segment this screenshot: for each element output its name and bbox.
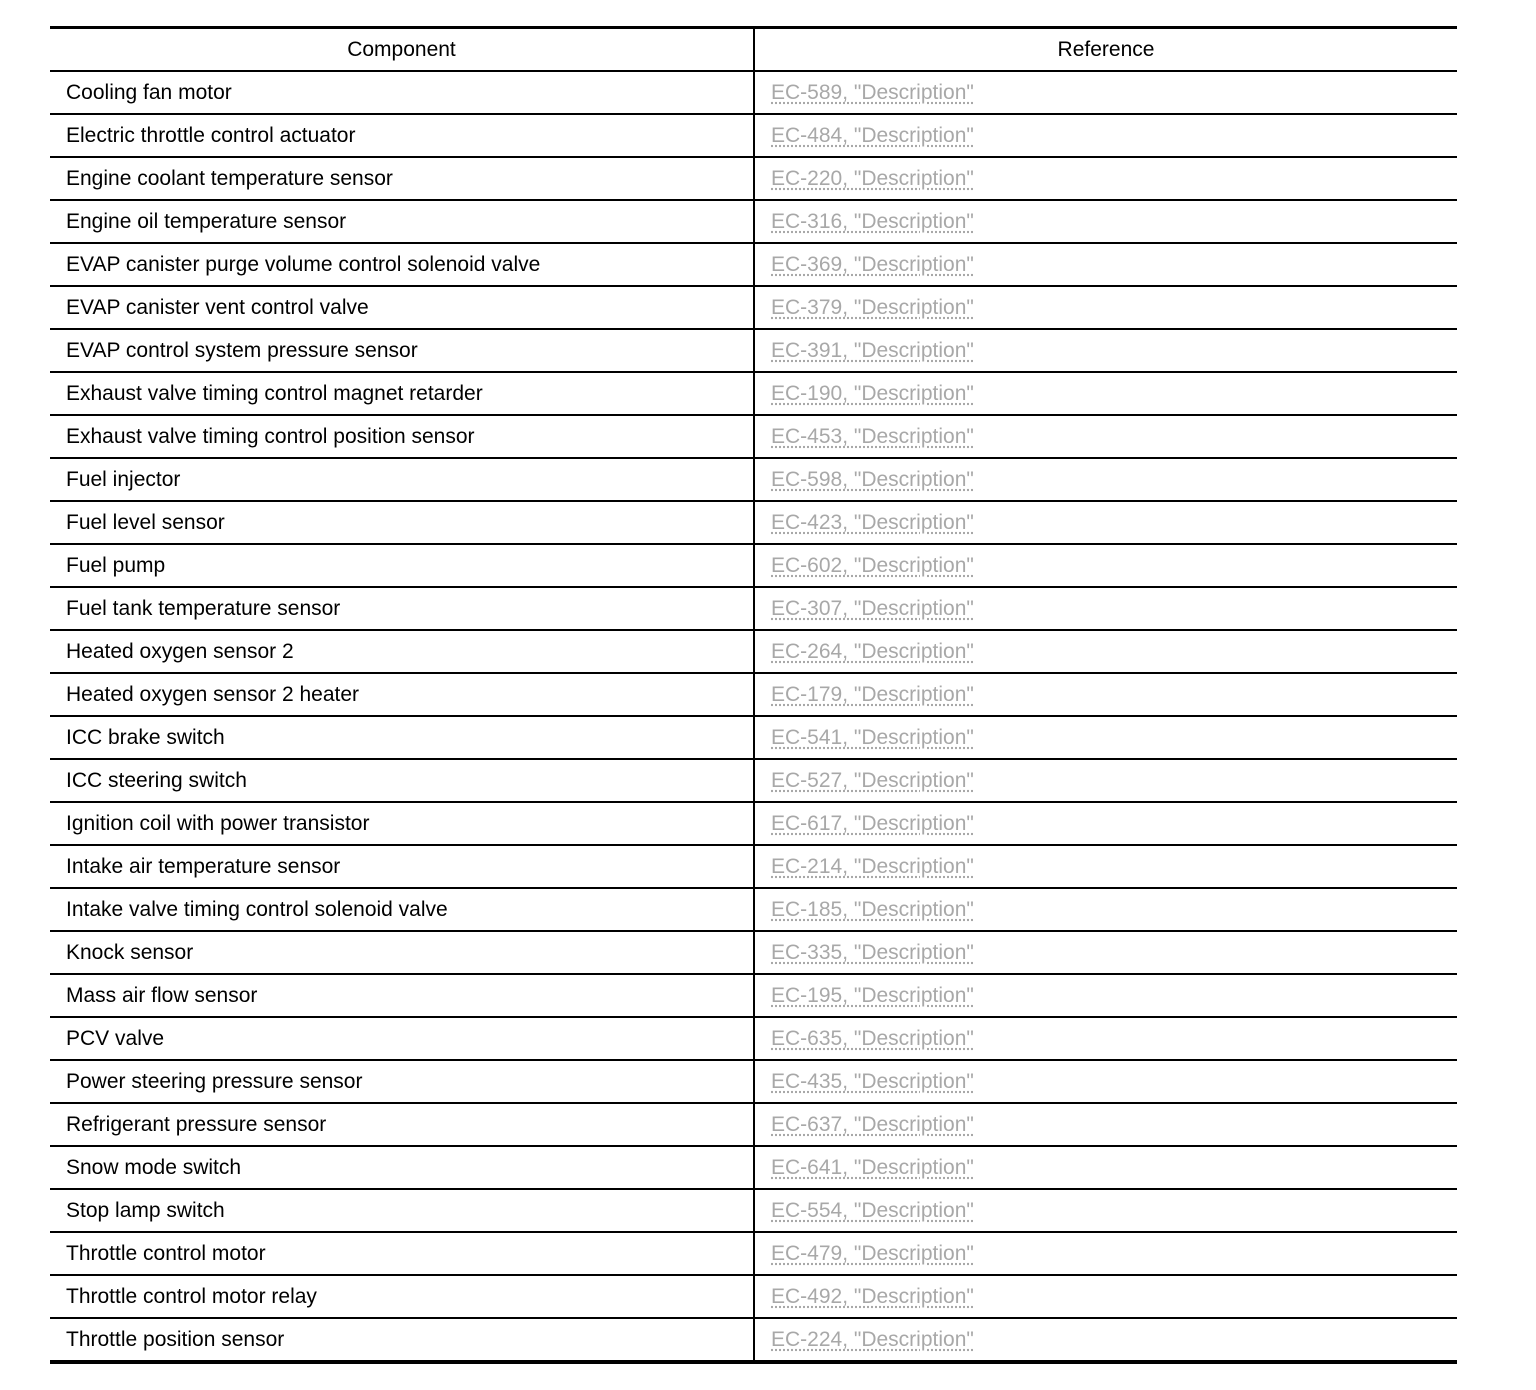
- table-row: [50, 200, 1457, 243]
- reference-link[interactable]: EC-307, "Description": [771, 597, 974, 620]
- component-cell: Refrigerant pressure sensor: [50, 1103, 754, 1146]
- reference-link[interactable]: EC-484, "Description": [771, 124, 974, 147]
- component-cell: EVAP control system pressure sensor: [50, 329, 754, 372]
- component-cell: Electric throttle control actuator: [50, 114, 754, 157]
- table-row: [50, 1189, 1457, 1232]
- reference-cell: [754, 1146, 1457, 1189]
- reference-link[interactable]: EC-637, "Description": [771, 1113, 974, 1136]
- table-row: [50, 1318, 1457, 1362]
- reference-cell: [754, 243, 1457, 286]
- reference-cell: [754, 759, 1457, 802]
- reference-cell: [754, 1103, 1457, 1146]
- reference-link[interactable]: EC-617, "Description": [771, 812, 974, 835]
- reference-cell: [754, 716, 1457, 759]
- table-row: [50, 673, 1457, 716]
- reference-cell: [754, 587, 1457, 630]
- component-cell: Heated oxygen sensor 2: [50, 630, 754, 673]
- component-cell: Fuel pump: [50, 544, 754, 587]
- reference-cell: [754, 888, 1457, 931]
- table-row: [50, 1060, 1457, 1103]
- component-cell: Mass air flow sensor: [50, 974, 754, 1017]
- reference-link[interactable]: EC-527, "Description": [771, 769, 974, 792]
- component-cell: Cooling fan motor: [50, 71, 754, 114]
- reference-cell: [754, 329, 1457, 372]
- reference-link[interactable]: EC-185, "Description": [771, 898, 974, 921]
- table-row: [50, 544, 1457, 587]
- reference-cell: [754, 157, 1457, 200]
- table-row: [50, 1103, 1457, 1146]
- reference-link[interactable]: EC-179, "Description": [771, 683, 974, 706]
- reference-link[interactable]: EC-435, "Description": [771, 1070, 974, 1093]
- component-cell: ICC brake switch: [50, 716, 754, 759]
- component-cell: EVAP canister vent control valve: [50, 286, 754, 329]
- component-cell: Intake air temperature sensor: [50, 845, 754, 888]
- reference-cell: [754, 544, 1457, 587]
- reference-cell: [754, 931, 1457, 974]
- table-row: [50, 802, 1457, 845]
- table-row: [50, 243, 1457, 286]
- component-cell: EVAP canister purge volume control solenoid valve: [50, 243, 754, 286]
- component-cell: Stop lamp switch: [50, 1189, 754, 1232]
- reference-link[interactable]: EC-423, "Description": [771, 511, 974, 534]
- reference-cell: [754, 630, 1457, 673]
- reference-link[interactable]: EC-335, "Description": [771, 941, 974, 964]
- reference-link[interactable]: EC-541, "Description": [771, 726, 974, 749]
- table-row: [50, 1146, 1457, 1189]
- header-row: [50, 28, 1457, 72]
- reference-cell: [754, 1189, 1457, 1232]
- reference-link[interactable]: EC-195, "Description": [771, 984, 974, 1007]
- component-cell: Ignition coil with power transistor: [50, 802, 754, 845]
- component-cell: Engine coolant temperature sensor: [50, 157, 754, 200]
- table-row: [50, 458, 1457, 501]
- table-row: [50, 931, 1457, 974]
- component-cell: Snow mode switch: [50, 1146, 754, 1189]
- reference-cell: [754, 1275, 1457, 1318]
- table-row: [50, 1232, 1457, 1275]
- reference-link[interactable]: EC-635, "Description": [771, 1027, 974, 1050]
- reference-link[interactable]: EC-316, "Description": [771, 210, 974, 233]
- table-row: [50, 587, 1457, 630]
- reference-cell: [754, 286, 1457, 329]
- reference-link[interactable]: EC-602, "Description": [771, 554, 974, 577]
- component-cell: Throttle control motor: [50, 1232, 754, 1275]
- reference-cell: [754, 372, 1457, 415]
- component-cell: Heated oxygen sensor 2 heater: [50, 673, 754, 716]
- component-cell: ICC steering switch: [50, 759, 754, 802]
- component-cell: PCV valve: [50, 1017, 754, 1060]
- reference-link[interactable]: EC-369, "Description": [771, 253, 974, 276]
- table-row: [50, 157, 1457, 200]
- reference-cell: [754, 501, 1457, 544]
- table-row: [50, 888, 1457, 931]
- table-row: [50, 759, 1457, 802]
- component-reference-table: [50, 26, 1457, 1364]
- reference-link[interactable]: EC-224, "Description": [771, 1328, 974, 1351]
- reference-cell: [754, 200, 1457, 243]
- reference-cell: [754, 1017, 1457, 1060]
- reference-link[interactable]: EC-589, "Description": [771, 81, 974, 104]
- reference-cell: [754, 1060, 1457, 1103]
- reference-link[interactable]: EC-391, "Description": [771, 339, 974, 362]
- header-reference: Reference: [754, 28, 1457, 72]
- table-row: [50, 329, 1457, 372]
- reference-link[interactable]: EC-220, "Description": [771, 167, 974, 190]
- reference-cell: [754, 1318, 1457, 1362]
- component-cell: Exhaust valve timing control position sensor: [50, 415, 754, 458]
- table-row: [50, 630, 1457, 673]
- table-row: [50, 501, 1457, 544]
- table-row: [50, 114, 1457, 157]
- reference-cell: [754, 845, 1457, 888]
- table-row: [50, 974, 1457, 1017]
- table-row: [50, 415, 1457, 458]
- reference-link[interactable]: EC-453, "Description": [771, 425, 974, 448]
- table-row: [50, 1275, 1457, 1318]
- reference-cell: [754, 802, 1457, 845]
- reference-link[interactable]: EC-264, "Description": [771, 640, 974, 663]
- table-row: [50, 71, 1457, 114]
- component-cell: Intake valve timing control solenoid valve: [50, 888, 754, 931]
- reference-link[interactable]: EC-598, "Description": [771, 468, 974, 491]
- table-row: [50, 372, 1457, 415]
- reference-link[interactable]: EC-214, "Description": [771, 855, 974, 878]
- component-cell: Exhaust valve timing control magnet retarder: [50, 372, 754, 415]
- reference-link[interactable]: EC-190, "Description": [771, 382, 974, 405]
- table-row: [50, 845, 1457, 888]
- table-row: [50, 716, 1457, 759]
- reference-cell: [754, 71, 1457, 114]
- component-cell: Throttle position sensor: [66, 1328, 285, 1351]
- reference-link[interactable]: EC-379, "Description": [771, 296, 974, 319]
- reference-cell: [754, 974, 1457, 1017]
- header-component: Component: [50, 28, 754, 72]
- reference-cell: [754, 114, 1457, 157]
- table-row: [50, 1017, 1457, 1060]
- component-cell: Fuel injector: [50, 458, 754, 501]
- reference-link[interactable]: EC-641, "Description": [771, 1156, 974, 1179]
- component-cell: Knock sensor: [50, 931, 754, 974]
- component-cell: Engine oil temperature sensor: [50, 200, 754, 243]
- reference-cell: [754, 673, 1457, 716]
- reference-cell: [754, 415, 1457, 458]
- reference-cell: [754, 458, 1457, 501]
- reference-link[interactable]: EC-479, "Description": [771, 1242, 974, 1265]
- table-row: [50, 286, 1457, 329]
- component-cell: Power steering pressure sensor: [50, 1060, 754, 1103]
- component-cell: Fuel level sensor: [50, 501, 754, 544]
- component-cell: Fuel tank temperature sensor: [50, 587, 754, 630]
- reference-cell: [754, 1232, 1457, 1275]
- reference-link[interactable]: EC-492, "Description": [771, 1285, 974, 1308]
- component-cell: Throttle control motor relay: [50, 1275, 754, 1318]
- reference-link[interactable]: EC-554, "Description": [771, 1199, 974, 1222]
